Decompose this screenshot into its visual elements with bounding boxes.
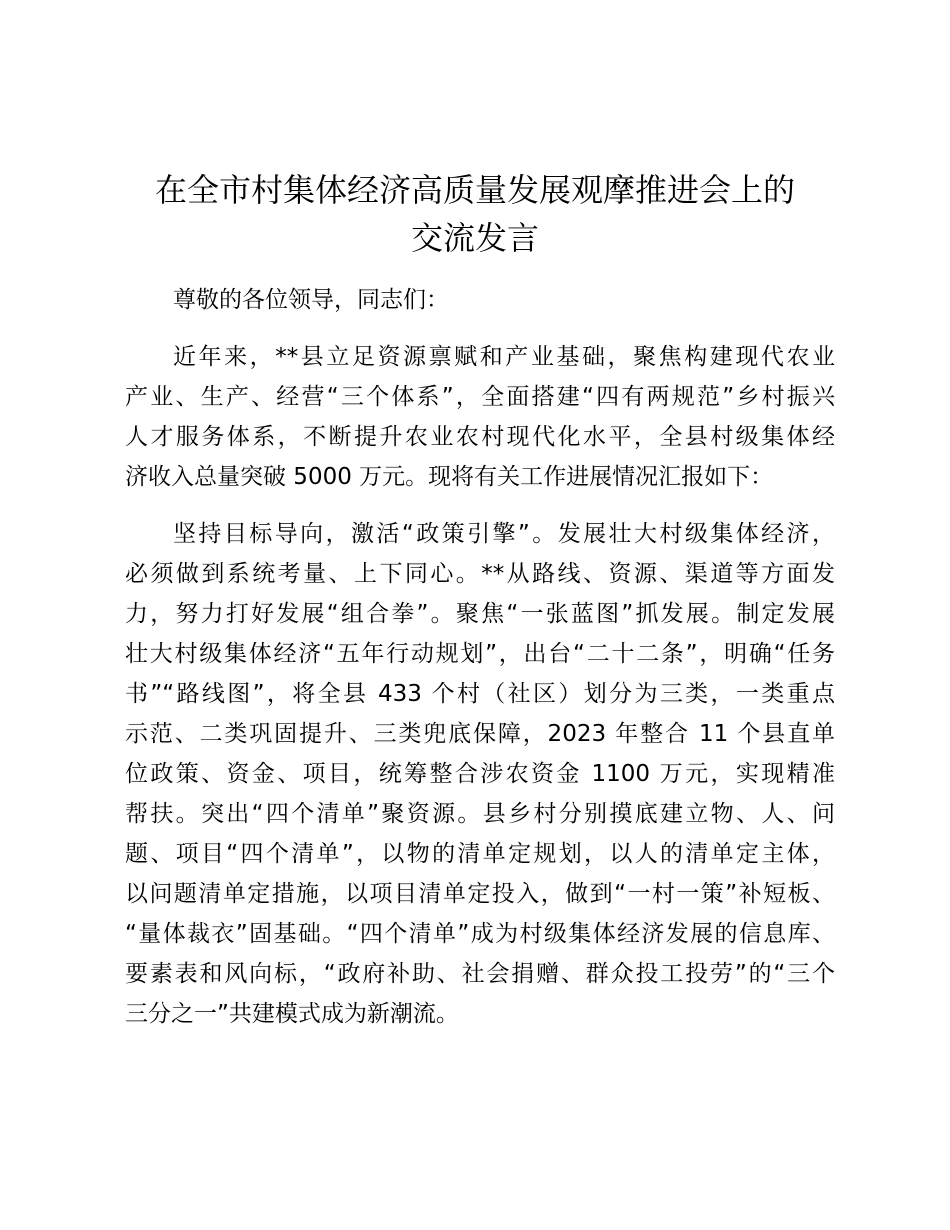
- text-line: 壮大村级集体经济“五年行动规划”，出台“二十二条”，明确“任务: [125, 641, 835, 667]
- text-line: 要素表和风向标，“政府补助、社会捐赠、群众投工投劳”的“三个: [125, 961, 835, 987]
- text-line: 以问题清单定措施，以项目清单定投入，做到“一村一策”补短板、: [125, 881, 835, 907]
- document-body: [125, 280, 835, 1051]
- text-line: 位政策、资金、项目，统筹整合涉农资金 1100 万元，实现精准: [125, 761, 835, 787]
- text-line: 产业、生产、经营“三个体系”，全面搭建“四有两规范”乡村振兴: [125, 384, 835, 410]
- title-line-2: 交流发言: [410, 219, 539, 257]
- text-line: 坚持目标导向，激活“政策引擎”。发展壮大村级集体经济，: [173, 521, 835, 547]
- text-line: 近年来，**县立足资源禀赋和产业基础，聚焦构建现代农业: [173, 344, 835, 370]
- document-title: [125, 166, 825, 262]
- text-line: “量体裁衣”固基础。“四个清单”成为村级集体经济发展的信息库、: [125, 921, 835, 947]
- text-line: 人才服务体系，不断提升农业农村现代化水平，全县村级集体经: [125, 424, 835, 450]
- text-line: 济收入总量突破 5000 万元。现将有关工作进展情况汇报如下：: [125, 464, 774, 490]
- text-line: 必须做到系统考量、上下同心。**从路线、资源、渠道等方面发: [125, 561, 835, 587]
- text-line: 书”“路线图”，将全县 433 个村（社区）划分为三类，一类重点: [125, 681, 835, 707]
- text-line: 力，努力打好发展“组合拳”。聚焦“一张蓝图”抓发展。制定发展: [125, 601, 835, 627]
- salutation: 尊敬的各位领导，同志们：: [173, 287, 449, 313]
- salutation-paragraph: [125, 280, 835, 320]
- paragraph-intro: [125, 337, 835, 497]
- paragraph-policy: [125, 514, 835, 1034]
- text-line: 三分之一”共建模式成为新潮流。: [125, 1001, 459, 1027]
- text-line: 示范、二类巩固提升、三类兜底保障，2023 年整合 11 个县直单: [125, 721, 835, 747]
- text-line: 题、项目“四个清单”，以物的清单定规划，以人的清单定主体，: [125, 841, 835, 867]
- text-line: 帮扶。突出“四个清单”聚资源。县乡村分别摸底建立物、人、问: [125, 801, 835, 827]
- title-line-1: 在全市村集体经济高质量发展观摩推进会上的: [154, 171, 795, 209]
